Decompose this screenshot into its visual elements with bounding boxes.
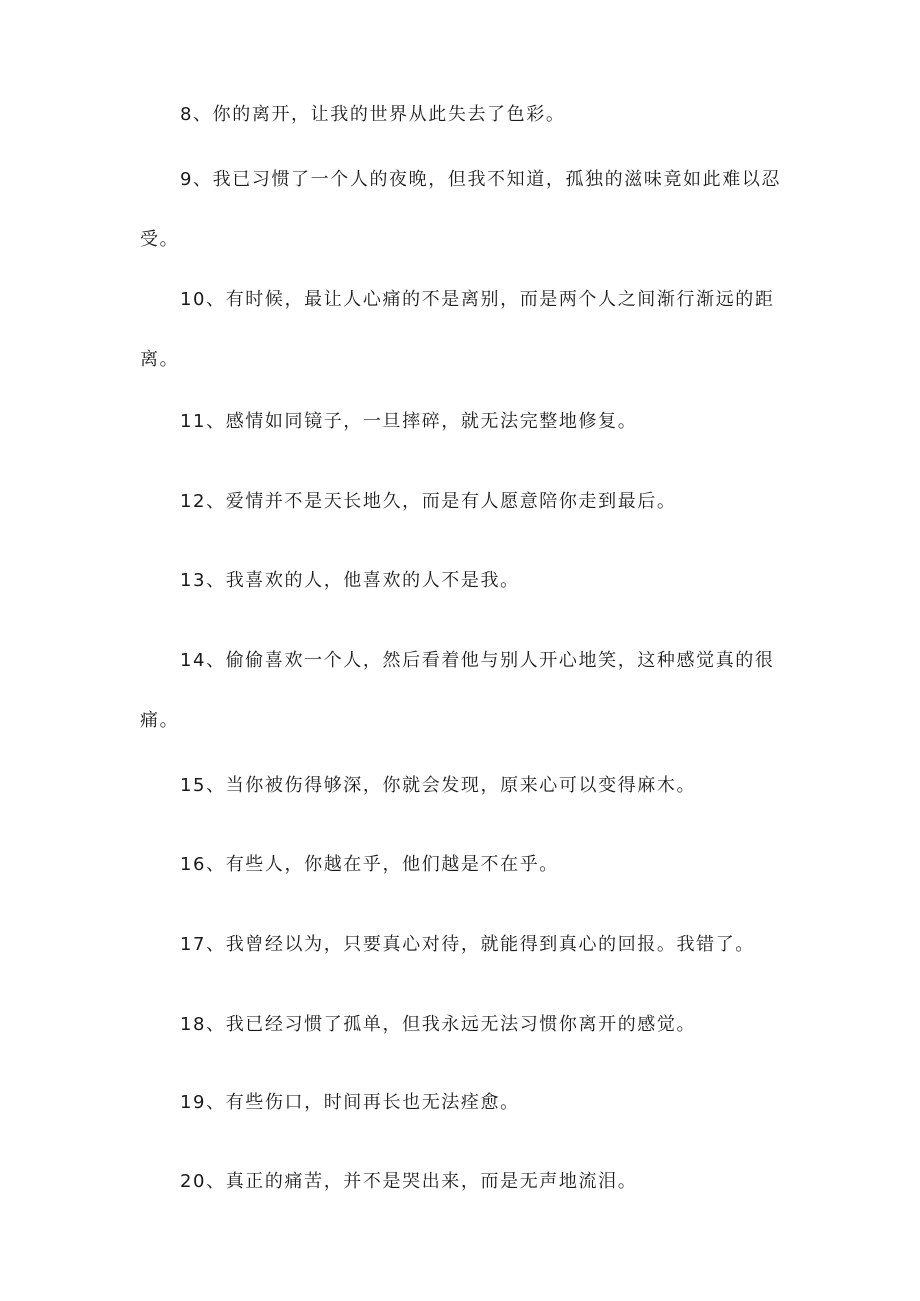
list-item-15: 15、当你被伤得够深，你就会发现，原来心可以变得麻木。 — [180, 775, 697, 796]
list-item-10: 10、有时候，最让人心痛的不是离别，而是两个人之间渐行渐远的距离。 — [140, 289, 775, 370]
list-item-20: 20、真正的痛苦，并不是哭出来，而是无声地流泪。 — [180, 1171, 638, 1192]
list-item-17: 17、我曾经以为，只要真心对待，就能得到真心的回报。我错了。 — [180, 934, 755, 955]
list-item-18: 18、我已经习惯了孤单，但我永远无法习惯你离开的感觉。 — [180, 1014, 697, 1035]
list-item-9: 9、我已习惯了一个人的夜晚，但我不知道，孤独的滋味竟如此难以忍受。 — [140, 169, 782, 250]
list-item-13: 13、我喜欢的人，他喜欢的人不是我。 — [180, 570, 520, 591]
list-item-12: 12、爱情并不是天长地久，而是有人愿意陪你走到最后。 — [180, 491, 677, 512]
list-item-11: 11、感情如同镜子，一旦摔碎，就无法完整地修复。 — [180, 411, 638, 432]
list-item-8: 8、你的离开，让我的世界从此失去了色彩。 — [180, 104, 566, 125]
list-item-14: 14、偷偷喜欢一个人，然后看着他与别人开心地笑，这种感觉真的很痛。 — [140, 650, 775, 731]
list-item-16: 16、有些人，你越在乎，他们越是不在乎。 — [180, 854, 559, 875]
list-item-19: 19、有些伤口，时间再长也无法痊愈。 — [180, 1092, 520, 1113]
